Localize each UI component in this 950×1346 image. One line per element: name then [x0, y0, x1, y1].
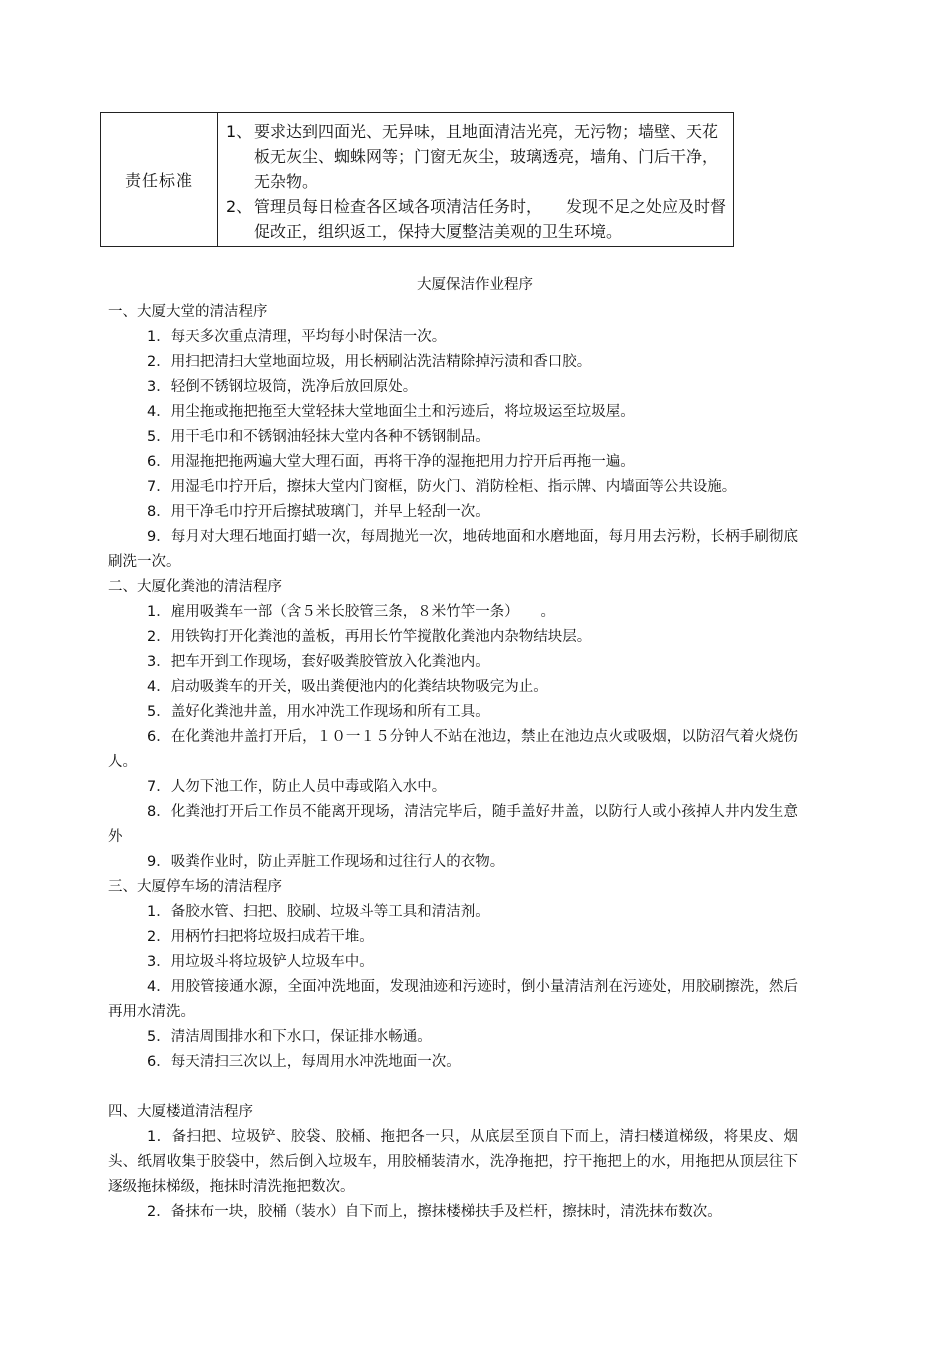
standard-item [226, 194, 727, 244]
standard-item-number: 2、 [226, 197, 253, 216]
document-title: 大厦保洁作业程序 [417, 277, 533, 293]
paragraph: 3．把车开到工作现场，套好吸粪胶管放入化粪池内。 [147, 654, 490, 670]
paragraph: 5．清洁周围排水和下水口，保证排水畅通。 [147, 1029, 432, 1045]
paragraph: 7．用湿毛巾拧开后，擦抹大堂内门窗框，防火门、消防栓柜、指示牌、内墙面等公共设施。 [147, 479, 737, 495]
section-heading: 三、大厦停车场的清洁程序 [108, 879, 282, 895]
section-spacer [108, 1075, 798, 1100]
document-body [108, 300, 798, 1225]
paragraph: 4．启动吸粪车的开关，吸出粪便池内的化粪结块物吸完为止。 [147, 679, 548, 695]
section-heading: 一、大厦大堂的清洁程序 [108, 304, 268, 320]
standard-item-text: 要求达到四面光、无异味，且地面清洁光亮，无污物；墙壁、天花板无灰尘、蜘蛛网等；门窗无灰尘，玻璃透亮，墙角、门后干净，无杂物。 [254, 122, 719, 191]
section-heading: 二、大厦化粪池的清洁程序 [108, 579, 282, 595]
responsibility-standard-table [100, 112, 734, 247]
paragraph: 2．用柄竹扫把将垃圾扫成若干堆。 [147, 929, 374, 945]
paragraph: 2．用扫把清扫大堂地面垃圾，用长柄刷沾洗洁精除掉污渍和香口胶。 [147, 354, 592, 370]
paragraph: 2．用铁钩打开化粪池的盖板，再用长竹竿搅散化粪池内杂物结块层。 [147, 629, 592, 645]
paragraph: 1．每天多次重点清理，平均每小时保洁一次。 [147, 329, 447, 345]
paragraph: 5．盖好化粪池井盖，用水冲洗工作现场和所有工具。 [147, 704, 490, 720]
paragraph: 9．每月对大理石地面打蜡一次，每周抛光一次，地砖地面和水磨地面，每月用去污粉，长柄手刷彻底刷洗一次。 [108, 529, 798, 570]
paragraph: 8．化粪池打开后工作员不能离开现场，清洁完毕后，随手盖好井盖，以防行人或小孩掉人井内发生意外 [108, 804, 798, 845]
table-label: 责任标准 [101, 113, 218, 246]
paragraph: 3．轻倒不锈钢垃圾筒，洗净后放回原处。 [147, 379, 418, 395]
standard-item-number: 1、 [226, 122, 253, 141]
section-heading: 四、大厦楼道清洁程序 [108, 1104, 253, 1120]
paragraph: 3．用垃圾斗将垃圾铲人垃圾车中。 [147, 954, 374, 970]
paragraph: 9．吸粪作业时，防止弄脏工作现场和过往行人的衣物。 [147, 854, 505, 870]
standard-item-text: 管理员每日检查各区域各项清洁任务时， 发现不足之处应及时督促改正，组织返工，保持大厦整洁美观的卫生环境。 [254, 197, 727, 241]
standard-item [226, 119, 727, 194]
paragraph: 1．备扫把、垃圾铲、胶袋、胶桶、拖把各一只，从底层至顶自下而上，清扫楼道梯级，将果皮、烟头、纸屑收集于胶袋中，然后倒入垃圾车，用胶桶装清水，洗净拖把，拧干拖把上的水，用拖把从顶层往下逐级拖抹梯级，拖抹时清洗拖把数次。 [108, 1129, 798, 1195]
paragraph: 6．用湿拖把拖两遍大堂大理石面，再将干净的湿拖把用力拧开后再拖一遍。 [147, 454, 635, 470]
paragraph: 1．雇用吸粪车一部（含５米长胶管三条，８米竹竿一条） 。 [147, 604, 555, 620]
paragraph: 4．用胶管接通水源，全面冲洗地面，发现油迹和污迹时，倒小量清洁剂在污迹处，用胶刷擦洗，然后再用水清洗。 [108, 979, 798, 1020]
paragraph: 6．每天清扫三次以上，每周用水冲洗地面一次。 [147, 1054, 461, 1070]
paragraph: 1．备胶水管、扫把、胶刷、垃圾斗等工具和清洁剂。 [147, 904, 490, 920]
paragraph: 2．备抹布一块，胶桶（装水）自下而上，擦抹楼梯扶手及栏杆，擦抹时，清洗抹布数次。 [147, 1204, 722, 1220]
paragraph: 7．人勿下池工作，防止人员中毒或陷入水中。 [147, 779, 447, 795]
paragraph: 6．在化粪池井盖打开后，１０一１５分钟人不站在池边，禁止在池边点火或吸烟，以防沼气着火烧伤人。 [108, 729, 798, 770]
paragraph: 4．用尘拖或拖把拖至大堂轻抹大堂地面尘土和污迹后，将垃圾运至垃圾屋。 [147, 404, 635, 420]
paragraph: 8．用干净毛巾拧开后擦拭玻璃门，并早上轻刮一次。 [147, 504, 490, 520]
table-content [218, 113, 733, 246]
paragraph: 5．用干毛巾和不锈钢油轻抹大堂内各种不锈钢制品。 [147, 429, 490, 445]
